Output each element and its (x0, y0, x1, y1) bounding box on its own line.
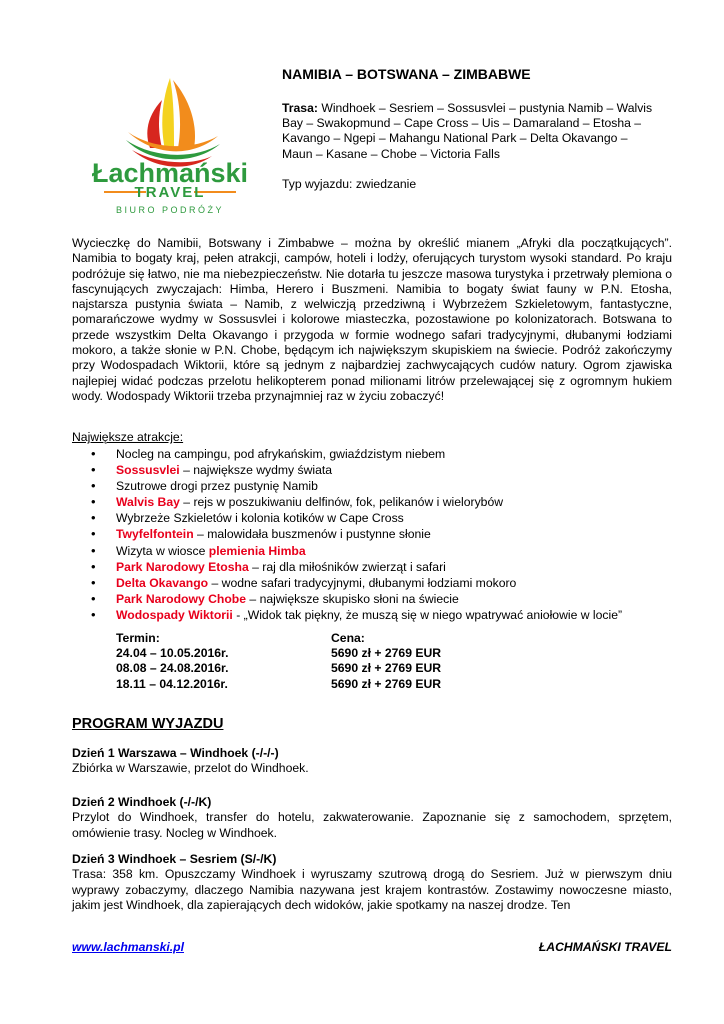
term-dates: 18.11 – 04.12.2016r. (116, 676, 228, 691)
list-item: • Sossusvlei – największe wydmy świata (72, 462, 692, 478)
program-day (72, 746, 672, 777)
route-description (282, 101, 672, 162)
price-value: 5690 zł + 2769 EUR (331, 661, 442, 676)
list-item: • Wybrzeże Szkieletów i kolonia kotików w Cape Cross (72, 510, 692, 526)
svg-text:TRAVEL: TRAVEL (134, 184, 206, 201)
day-heading: Dzień 1 Warszawa – Windhoek (-/-/-) (72, 746, 279, 760)
trip-type: Typ wyjazdu: zwiedzanie (282, 177, 417, 191)
page-title: NAMIBIA – BOTSWANA – ZIMBABWE (282, 66, 531, 82)
attractions-list (72, 446, 692, 623)
list-item: • Wodospady Wiktorii - „Widok tak piękny, że muszą się w niego wpatrywać aniołowie w locie” (72, 607, 692, 623)
list-item: • Szutrowe drogi przez pustynię Namib (72, 478, 692, 494)
term-column (116, 631, 229, 692)
website-link[interactable]: www.lachmanski.pl (72, 940, 184, 954)
program-day (72, 852, 672, 913)
list-item: • Nocleg na campingu, pod afrykańskim, gwiaździstym niebem (72, 446, 692, 462)
route-line: Bay – Swakopmund – Cape Cross – Uis – Damaraland – Etosha – (282, 116, 642, 131)
day-text: Trasa: 358 km. Opuszczamy Windhoek i wyruszamy szutrową drogą do Sesriem. Już w pierwszym dniu wyprawy zobaczymy, dlaczego Namibia nazywana jest krajem kontrastów. Zostawimy nowoczesne miasto, jakim jest Windhoek, dla zapierających dech widoków, jakie spotkamy na naszej drodze. Ten (72, 867, 672, 912)
list-item: • Park Narodowy Chobe – największe skupisko słoni na świecie (72, 591, 692, 607)
price-label: Cena: (331, 631, 365, 645)
price-column (331, 631, 441, 692)
route-line: Maun – Kasane – Chobe – Victoria Falls (282, 146, 500, 161)
term-dates: 24.04 – 10.05.2016r. (116, 646, 229, 661)
svg-text:Łachmański: Łachmański (91, 158, 249, 188)
list-item: • Walvis Bay – rejs w poszukiwaniu delfinów, fok, pelikanów i wielorybów (72, 494, 692, 510)
list-item: • Park Narodowy Etosha – raj dla miłośników zwierząt i safari (72, 559, 692, 575)
footer-brand: ŁACHMAŃSKI TRAVEL (538, 940, 672, 954)
term-label: Termin: (116, 631, 160, 645)
list-item: • Delta Okavango – wodne safari tradycyjnymi, dłubanymi łodziami mokoro (72, 575, 692, 591)
price-value: 5690 zł + 2769 EUR (331, 676, 442, 691)
svg-text:BIURO PODRÓŻY: BIURO PODRÓŻY (115, 205, 225, 215)
route-label: Trasa: (282, 101, 318, 115)
price-value: 5690 zł + 2769 EUR (331, 646, 442, 661)
route-line: Kavango – Ngepi – Mahangu National Park – Delta Okavango – (282, 131, 628, 146)
term-dates: 08.08 – 24.08.2016r. (116, 661, 229, 676)
program-title: PROGRAM WYJAZDU (72, 716, 224, 732)
intro-paragraph: Wycieczkę do Namibii, Botswany i Zimbabwe – można by określić mianem „Afryki dla początkujących”. Namibia to bogaty kraj, pełen atrakcji, campów, hoteli i lodży, oferujących turystom wysoki standard. Po kraju podróżuje się łatwo, nie ma niebezpieczeństw. Nie dotarła tu jeszcze masowa turystyka i przetrwały plemiona o fascynujących zwyczajach: Himba, Herero i Buszmeni. Namibia to bogaty świat fauny w P.N. Etosha, najstarsza pustynia świata – Namib, z welwiczją przedziwną i Wybrzeżem Szkieletowym, fantastyczne, pomarańczowe wydmy w Sossusvlei i kolorowe miasteczka, pozostawione po kolonizatorach. Botswana to przede wszystkim Delta Okavango i przygoda w formie wodnego safari tradycyjnymi, dłubanymi łodziami mokoro, a także słonie w P.N. Chobe, będącym ich największym skupiskiem na świecie. Podróż zakończymy przy Wodospadach Wiktorii, które są jednym z najbardziej zachwycających cudów natury. Ogrom zjawiska najlepiej widać podczas przelotu helikopterem ponad milionami litrów przelewającej się z ogromnym hukiem wody. Wodospady Wiktorii trzeba przynajmniej raz w życiu zobaczyć! (72, 236, 672, 403)
day-heading: Dzień 3 Windhoek – Sesriem (S/-/K) (72, 852, 277, 866)
attractions-heading: Największe atrakcje: (72, 430, 184, 444)
sailboat-logo-icon (70, 70, 270, 220)
list-item: • Wizyta w wiosce plemienia Himba (72, 543, 692, 559)
company-logo (70, 70, 270, 220)
route-line: Windhoek – Sesriem – Sossusvlei – pustynia Namib – Walvis (321, 101, 653, 115)
program-day (72, 795, 672, 841)
day-text: Przylot do Windhoek, transfer do hotelu, zakwaterowanie. Zapoznanie się z samochodem, sprzętem, omówienie trasy. Nocleg w Windhoek. (72, 810, 672, 840)
day-text: Zbiórka w Warszawie, przelot do Windhoek. (72, 761, 309, 776)
day-heading: Dzień 2 Windhoek (-/-/K) (72, 795, 212, 809)
list-item: • Twyfelfontein – malowidała buszmenów i pustynne słonie (72, 526, 692, 542)
